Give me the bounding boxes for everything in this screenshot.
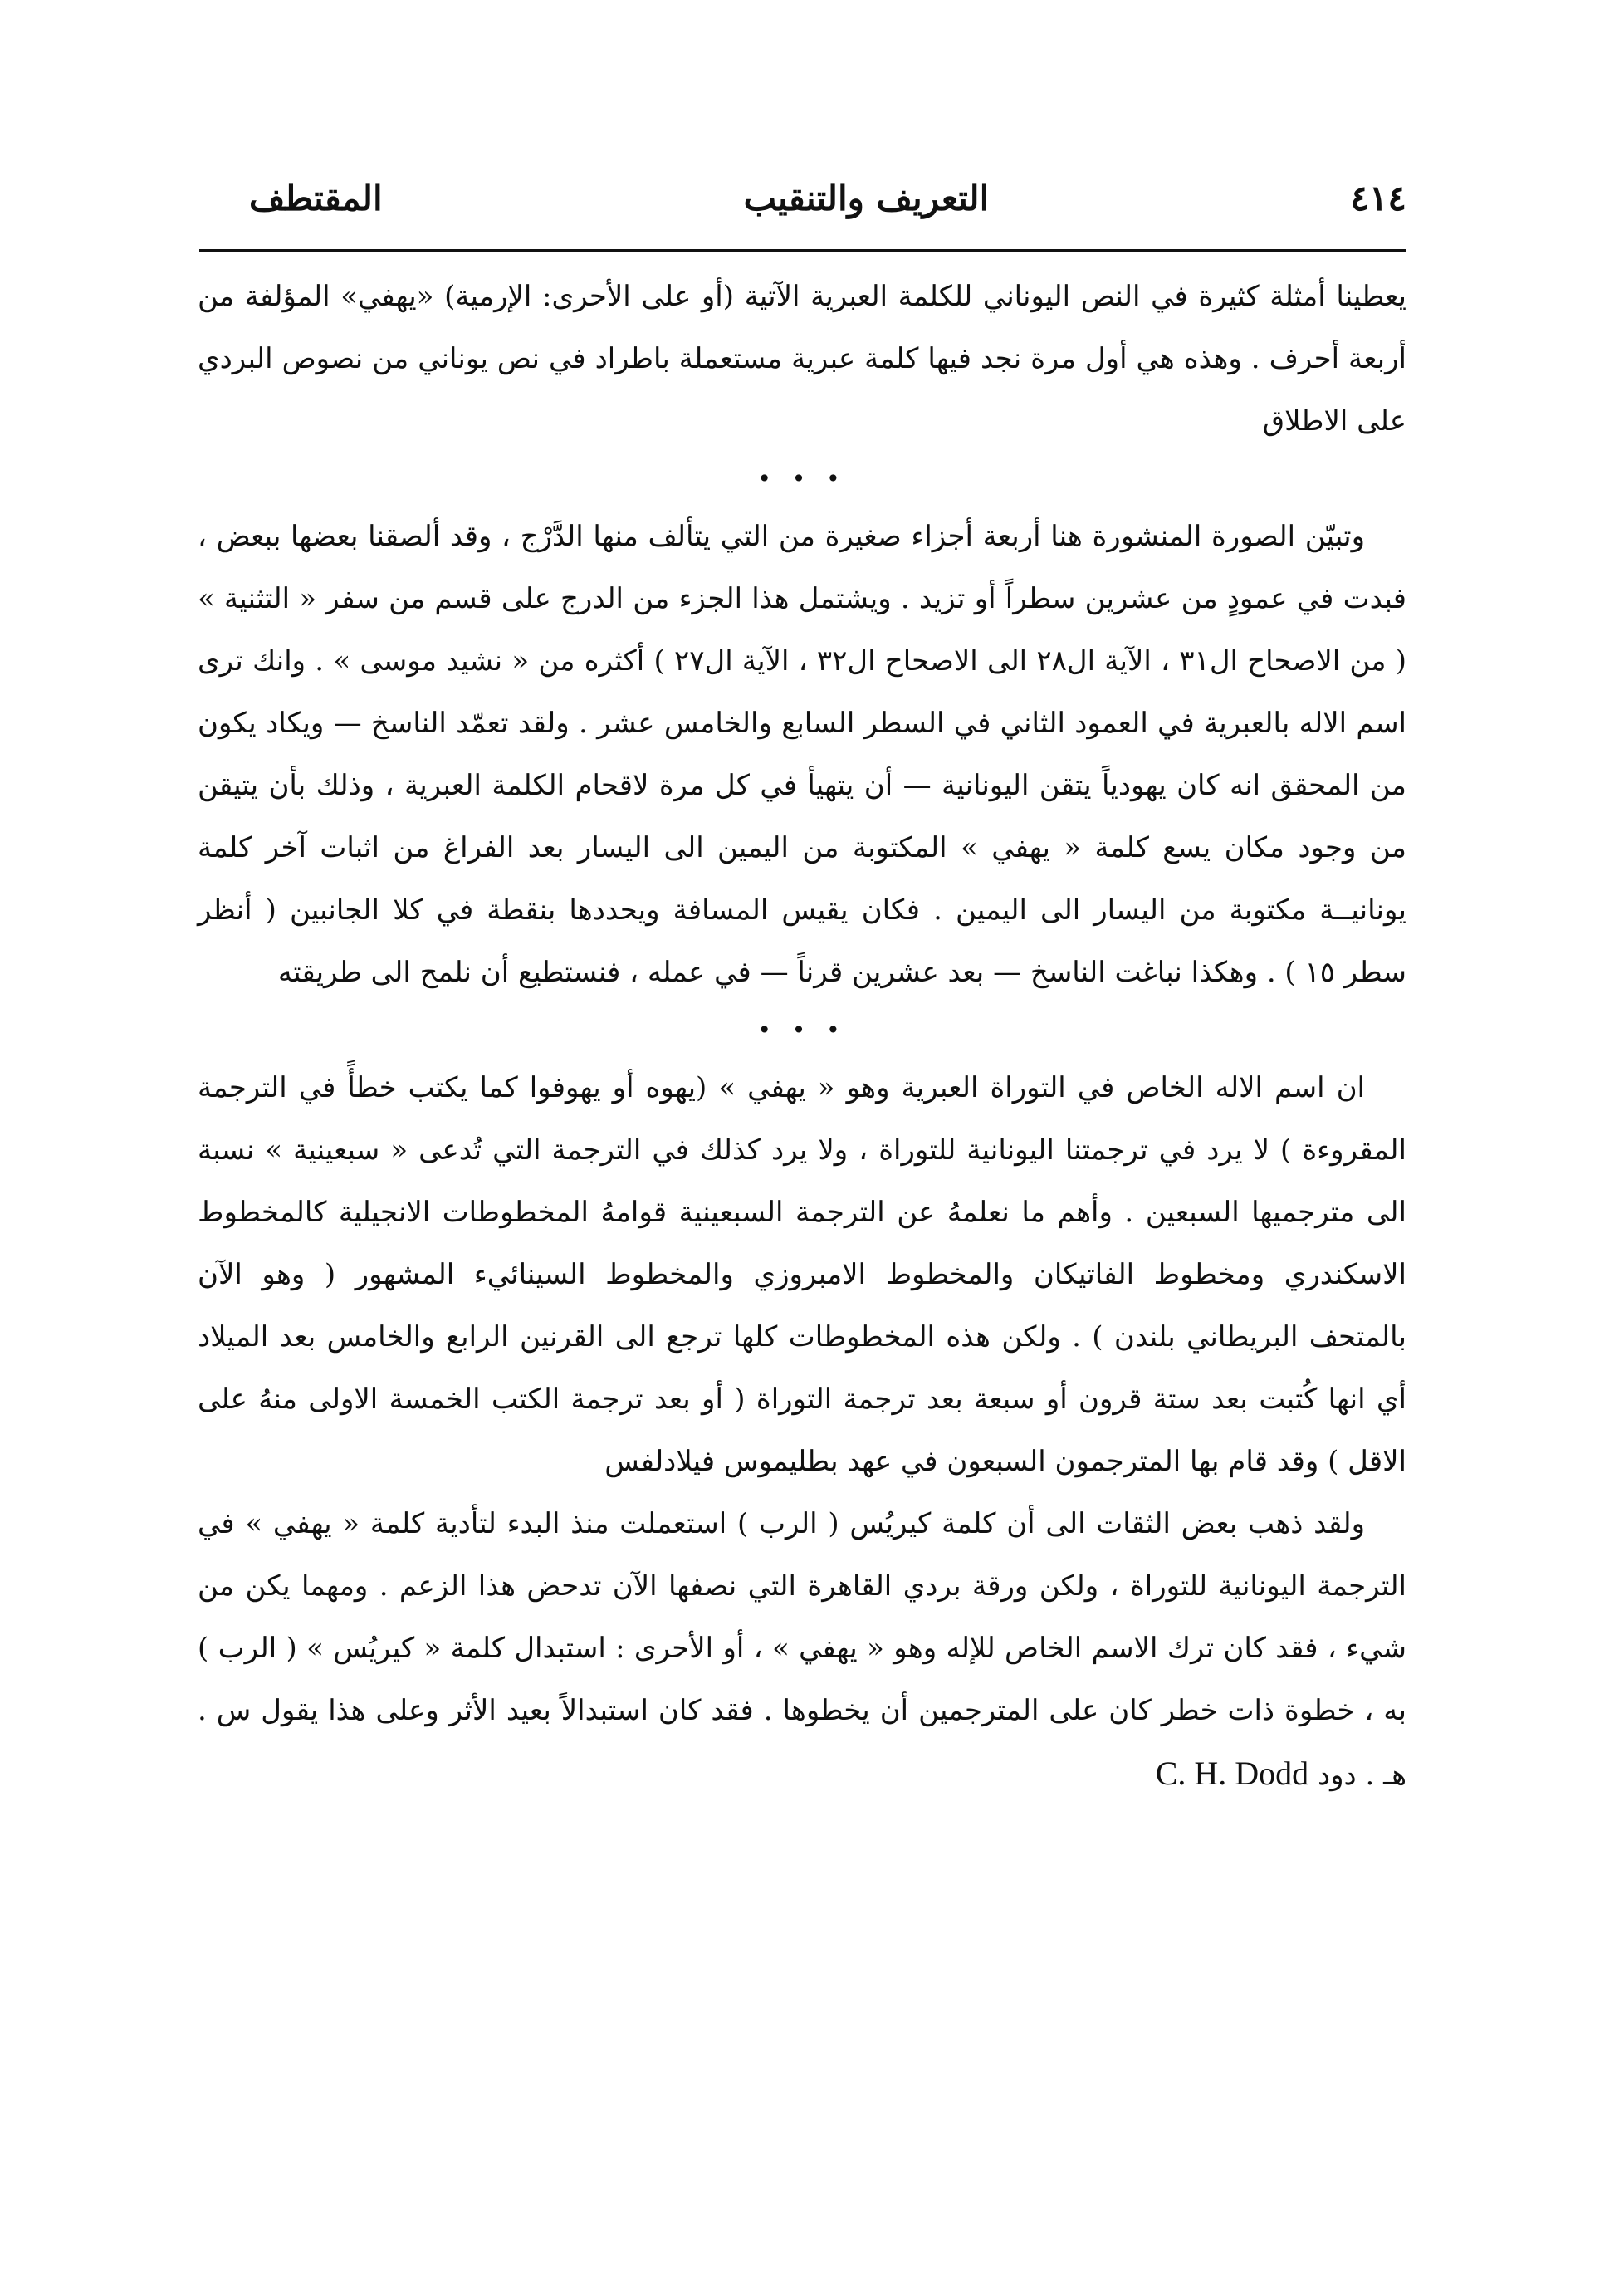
separator-2: • • • <box>757 1016 847 1044</box>
header-rule <box>199 249 1406 252</box>
separator-1: • • • <box>757 465 847 492</box>
paragraph-4-text: ولقد ذهب بعض الثقات الى أن كلمة كيريُس ( الرب ) استعملت منذ البدء لتأدية كلمة « يهفي » في الترجمة اليونانية للتوراة ، ولكن ورقة بردي القاهرة التي نصفها الآن تدحض هذا الزعم . ومهما يكن من شيء ، فقد كان ترك الاسم الخاص للإله وهو « يهفي » ، أو الأحرى : استبدال كلمة « كيريُس » ( الرب ) به ، خطوة ذات خطر كان على المترجمين أن يخطوها . فقد كان استبدالاً بعيد الأثر وعلى هذا يقول س . هـ . دود <box>198 1507 1406 1792</box>
page-header <box>249 164 1406 231</box>
section-title: التعريف والتنقيب <box>743 177 990 218</box>
paragraph-2: وتبيّن الصورة المنشورة هنا أربعة أجزاء صغيرة من التي يتألف منها الدَّرْج ، وقد ألصقنا بعضها ببعض ، فبدت في عمودٍ من عشرين سطراً أو تزيد . ويشتمل هذا الجزء من الدرج على قسم من سفر « التثنية » ( من الاصحاح ال٣١ ، الآية ال٢٨ الى الاصحاح ال٣٢ ، الآية ال٢٧ ) أكثره من « نشيد موسى » . وانك ترى اسم الاله بالعبرية في العمود الثاني في السطر السابع والخامس عشر . ولقد تعمّد الناسخ — ويكاد يكون من المحقق انه كان يهودياً يتقن اليونانية — أن يتهيأ في كل مرة لاقحام الكلمة العبرية ، وذلك بأن يتيقن من وجود مكان يسع كلمة « يهفي » المكتوبة من اليمين الى اليسار بعد الفراغ من اثبات آخر كلمة يونانيــة مكتوبة من اليسار الى اليمين . فكان يقيس المسافة ويحددها بنقطة في كلا الجانبين ( أنظر سطر ١٥ ) . وهكذا نباغت الناسخ — بعد عشرين قرناً — في عمله ، فنستطيع أن نلمح الى طريقته <box>198 520 1406 989</box>
article-body <box>198 266 1406 1807</box>
journal-name: المقتطف <box>249 177 383 218</box>
paragraph-3: ان اسم الاله الخاص في التوراة العبرية وهو « يهفي » (يهوه أو يهوفوا كما يكتب خطأً في الترجمة المقروءة ) لا يرد في ترجمتنا اليونانية للتوراة ، ولا يرد كذلك في الترجمة التي تُدعى « سبعينية » نسبة الى مترجميها السبعين . وأهم ما نعلمهُ عن الترجمة السبعينية قوامهُ المخطوطات الانجيلية كالمخطوط الاسكندري ومخطوط الفاتيكان والمخطوط الامبروزي والمخطوط السينائيء المشهور ( وهو الآن بالمتحف البريطاني بلندن ) . ولكن هذه المخطوطات كلها ترجع الى القرنين الرابع والخامس بعد الميلاد أي انها كُتبت بعد ستة قرون أو سبعة بعد ترجمة التوراة ( أو بعد ترجمة الكتب الخمسة الاولى منهُ على الاقل ) وقد قام بها المترجمون السبعون في عهد بطليموس فيلادلفس <box>198 1071 1406 1478</box>
author-signature: C. H. Dodd <box>1155 1755 1309 1792</box>
paragraph-4 <box>198 1493 1406 1807</box>
paragraph-1: يعطينا أمثلة كثيرة في النص اليوناني للكلمة العبرية الآتية (أو على الأحرى: الإرمية) «يهفي» المؤلفة من أربعة أحرف . وهذه هي أول مرة نجد فيها كلمة عبرية مستعملة باطراد في نص يوناني من نصوص البردي على الاطلاق <box>198 280 1406 438</box>
page-number: ٤١٤ <box>1350 177 1406 218</box>
